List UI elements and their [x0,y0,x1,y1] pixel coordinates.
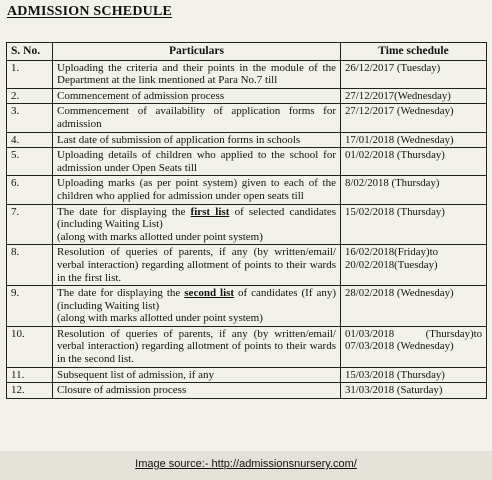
table-row [7,286,487,327]
cell-particulars: Resolution of queries of parents, if any (by written/email/ verbal interaction) regarding allotment of points to their wards in the first list. [53,245,341,286]
cell-sno: 4. [7,132,53,148]
cell-time: 26/12/2017 (Tuesday) [341,60,487,88]
cell-particulars [53,204,341,245]
cell-sno: 6. [7,176,53,204]
image-source-link[interactable]: Image source:- http://admissionsnursery.com/ [135,458,357,470]
cell-time: 15/02/2018 (Thursday) [341,204,487,245]
header-particulars: Particulars [53,43,341,61]
table-row [7,104,487,132]
cell-particulars: Last date of submission of application forms in schools [53,132,341,148]
page-title: ADMISSION SCHEDULE [7,4,173,19]
particulars-note: (along with marks allotted under point system) [57,312,263,325]
particulars-text: of candidates (If any) (including Waiting list) [57,287,336,312]
image-source-footer [0,451,492,480]
cell-particulars: Subsequent list of admission, if any [53,367,341,383]
cell-particulars [53,286,341,327]
table-row [7,132,487,148]
cell-sno: 5. [7,148,53,176]
table-row [7,383,487,399]
table-row [7,367,487,383]
cell-particulars: Uploading marks (as per point system) given to each of the children who applied for admission under open seats till [53,176,341,204]
cell-time: 01/02/2018 (Thursday) [341,148,487,176]
cell-sno: 11. [7,367,53,383]
particulars-note: (along with marks allotted under point system) [57,230,263,243]
cell-particulars: Resolution of queries of parents, if any (by written/email/ verbal interaction) regarding allotment of points to their wards in the second list. [53,326,341,367]
cell-sno: 1. [7,60,53,88]
table-row [7,60,487,88]
cell-time: 27/12/2017(Wednesday) [341,88,487,104]
time-start-day: (Thursday)to [425,327,482,340]
particulars-text: The date for displaying the [57,205,191,218]
particulars-text: The date for displaying the [57,287,185,300]
cell-time: 15/03/2018 (Thursday) [341,367,487,383]
table-row [7,176,487,204]
cell-particulars: Uploading details of children who applied to the school for admission under Open Seats till [53,148,341,176]
cell-particulars: Commencement of admission process [53,88,341,104]
cell-sno: 2. [7,88,53,104]
second-list-emphasis: second list [184,287,235,300]
cell-sno: 9. [7,286,53,327]
cell-sno: 3. [7,104,53,132]
cell-time [341,245,487,286]
cell-particulars: Commencement of availability of application forms for admission [53,104,341,132]
time-end: 20/02/2018(Tuesday) [345,258,438,271]
table-row [7,148,487,176]
cell-sno: 12. [7,383,53,399]
header-time-schedule: Time schedule [341,43,487,61]
table-header-row [7,43,487,61]
cell-particulars: Closure of admission process [53,383,341,399]
table-row [7,326,487,367]
cell-time: 28/02/2018 (Wednesday) [341,286,487,327]
cell-sno: 8. [7,245,53,286]
table-row [7,88,487,104]
cell-time [341,326,487,367]
cell-time: 27/12/2017 (Wednesday) [341,104,487,132]
cell-time: 31/03/2018 (Saturday) [341,383,487,399]
header-sno: S. No. [7,43,53,61]
cell-time: 17/01/2018 (Wednesday) [341,132,487,148]
time-end: 07/03/2018 (Wednesday) [345,340,454,353]
cell-particulars: Uploading the criteria and their points in the module of the Department at the link mentioned at Para No.7 till [53,60,341,88]
cell-sno: 7. [7,204,53,245]
admission-schedule-table [6,42,487,399]
cell-sno: 10. [7,326,53,367]
time-start: 16/02/2018(Friday)to [345,246,438,259]
table-row [7,245,487,286]
particulars-text: of selected candidates (including Waiting List) [57,205,336,231]
time-start-date: 01/03/2018 [345,327,395,340]
first-list-emphasis: first list [190,205,230,218]
cell-time: 8/02/2018 (Thursday) [341,176,487,204]
table-row [7,204,487,245]
